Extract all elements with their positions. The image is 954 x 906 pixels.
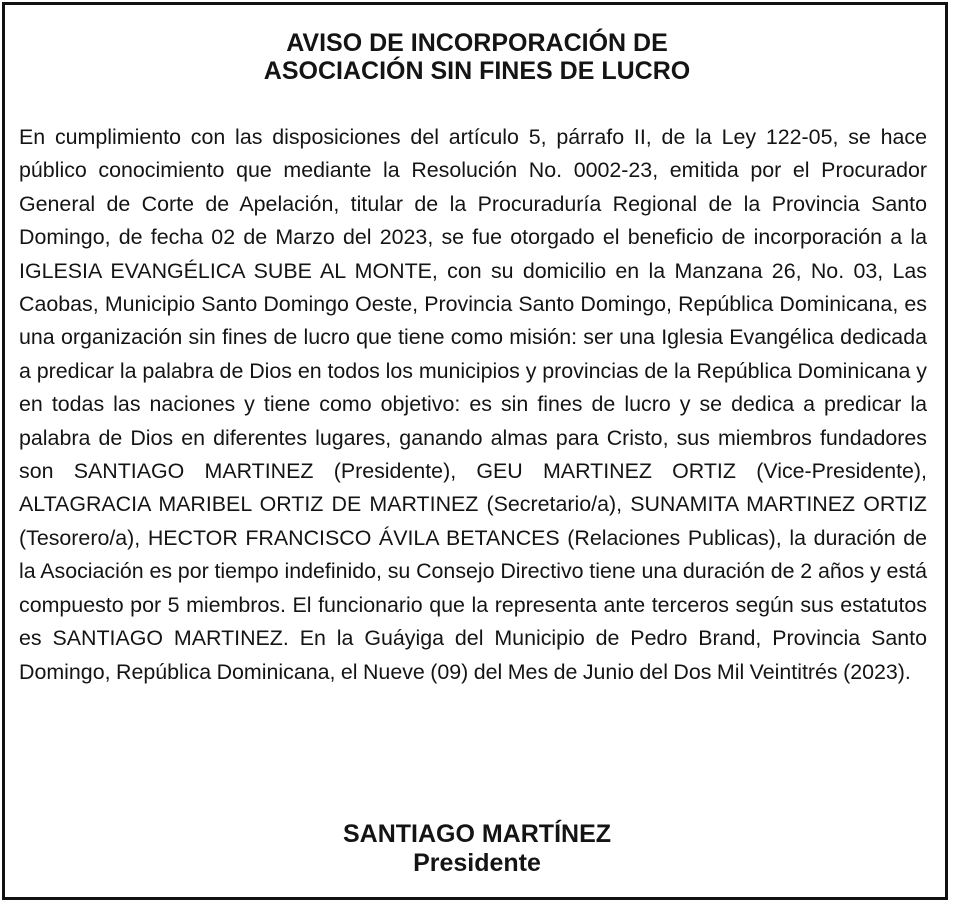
notice-title-line-2: ASOCIACIÓN SIN FINES DE LUCRO — [263, 57, 691, 85]
signature-name: SANTIAGO MARTÍNEZ — [342, 820, 612, 848]
signature-role: Presidente — [413, 849, 541, 877]
signature-block — [0, 820, 954, 878]
notice-title — [0, 29, 954, 85]
notice-title-line-1: AVISO DE INCORPORACIÓN DE — [286, 29, 668, 57]
notice-body: En cumplimiento con las disposiciones del artículo 5, párrafo II, de la Ley 122-05, se hace público conocimiento que mediante la Resolución No. 0002-23, emitida por el Procurador General de Corte de Apelación, titular de la Procuraduría Regional de la Provincia Santo Domingo, de fecha 02 de Marzo del 2023, se fue otorgado el beneficio de incorporación a la IGLESIA EVANGÉLICA SUBE AL MONTE, con su domicilio en la Manzana 26, No. 03, Las Caobas, Municipio Santo Domingo Oeste, Provincia Santo Domingo, República Dominicana, es una organización sin fines de lucro que tiene como misión: ser una Iglesia Evangélica dedicada a predicar la palabra de Dios en todos los municipios y provincias de la República Dominicana y en todas las naciones y tiene como objetivo: es sin fines de lucro y se dedica a predicar la palabra de Dios en diferentes lugares, ganando almas para Cristo, sus miembros fundadores son SANTIAGO MARTINEZ (Presidente), GEU MARTINEZ ORTIZ (Vice-Presidente), ALTAGRACIA MARIBEL ORTIZ DE MARTINEZ (Secretario/a), SUNAMITA MARTINEZ ORTIZ (Tesorero/a), HECTOR FRANCISCO ÁVILA BETANCES (Relaciones Publicas), la duración de la Asociación es por tiempo indefinido, su Consejo Directivo tiene una duración de 2 años y está compuesto por 5 miembros. El funcionario que la representa ante terceros según sus estatutos es SANTIAGO MARTINEZ. En la Guáyiga del Municipio de Pedro Brand, Provincia Santo Domingo, República Dominicana, el Nueve (09) del Mes de Junio del Dos Mil Veintitrés (2023). — [19, 125, 927, 684]
